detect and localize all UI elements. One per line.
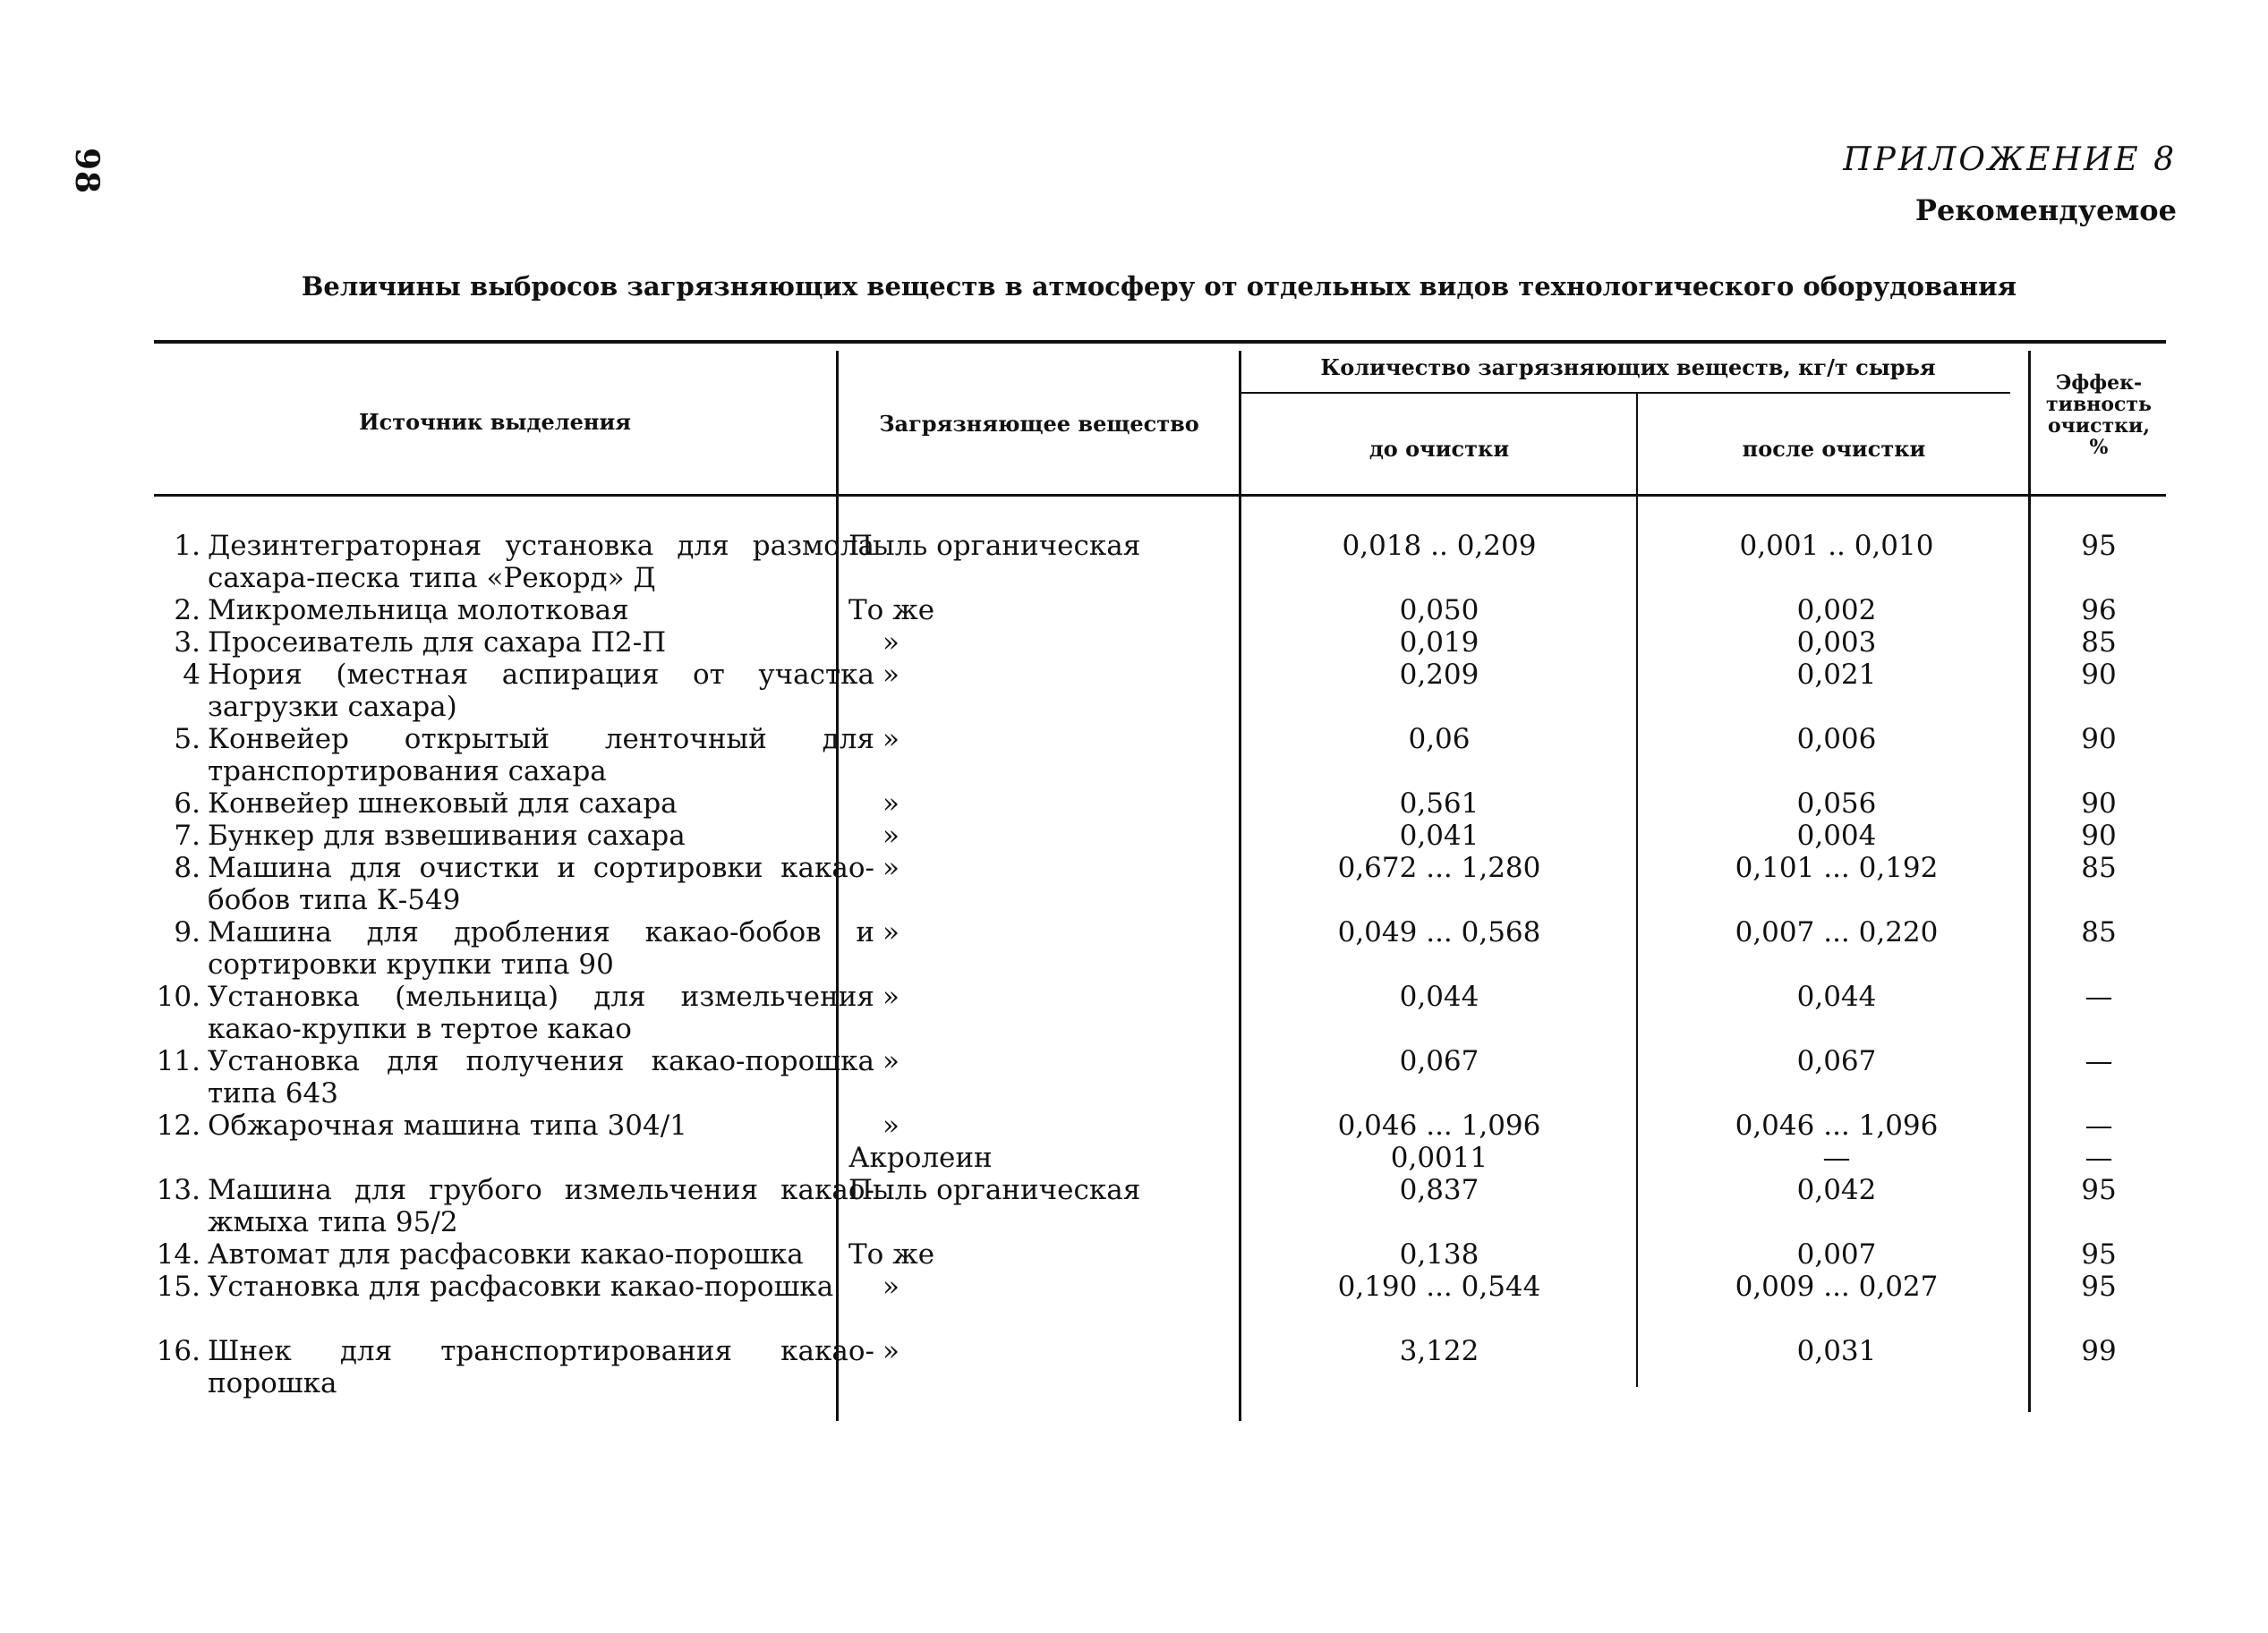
row-after: 0,002 — [1796, 594, 1877, 626]
row-efficiency: 90 — [2081, 723, 2117, 755]
row-after: 0,003 — [1796, 626, 1877, 659]
page-number: 98 — [68, 148, 106, 195]
row-number: 9. — [174, 916, 200, 948]
row-efficiency: 95 — [2081, 1174, 2117, 1206]
row-substance: » — [882, 1110, 900, 1142]
emissions-table — [154, 340, 2166, 1421]
row-before: 0,190 ... 0,544 — [1337, 1271, 1541, 1303]
row-before: 0,041 — [1399, 820, 1479, 852]
row-before: 0,050 — [1399, 594, 1479, 626]
row-before: 0,06 — [1408, 723, 1471, 755]
row-source: Просеиватель для сахара П2-П — [208, 626, 667, 659]
row-after: — — [1822, 1142, 1851, 1174]
row-after: 0,056 — [1796, 787, 1877, 820]
row-number: 5. — [174, 723, 200, 755]
row-substance: » — [882, 852, 900, 884]
row-number: 7. — [174, 820, 200, 852]
row-before: 0,044 — [1399, 981, 1479, 1013]
row-efficiency: 96 — [2081, 594, 2117, 626]
row-substance: » — [882, 787, 900, 820]
row-source: Машина для очистки и сортировки какао-бобов типа К-549 — [208, 852, 874, 916]
row-substance: » — [882, 916, 900, 948]
row-efficiency: 90 — [2081, 787, 2117, 820]
row-after: 0,046 ... 1,096 — [1735, 1110, 1939, 1142]
table-top-rule — [154, 340, 2166, 344]
appendix-label: ПРИЛОЖЕНИЕ 8 — [1843, 141, 2177, 178]
header-substance: Загрязняющее вещество — [879, 411, 1199, 437]
row-number: 15. — [156, 1271, 200, 1303]
row-substance: Акролеин — [848, 1142, 993, 1174]
row-number: 13. — [156, 1174, 200, 1206]
row-before: 0,837 — [1399, 1174, 1479, 1206]
row-efficiency: 85 — [2081, 626, 2117, 659]
row-source: Автомат для расфасовки какао-порошка — [208, 1238, 804, 1271]
row-efficiency: 95 — [2081, 530, 2117, 562]
row-efficiency: 95 — [2081, 1271, 2117, 1303]
row-substance: » — [882, 626, 900, 659]
row-substance: » — [882, 1335, 900, 1367]
row-source: Дезинтеграторная установка для размола сахара-песка типа «Рекорд» Д — [208, 530, 874, 594]
header-source: Источник выделения — [358, 409, 632, 435]
row-number: 4 — [183, 659, 200, 691]
row-source: Машина для грубого измельчения какао-жмыха типа 95/2 — [208, 1174, 874, 1238]
row-number: 14. — [156, 1238, 200, 1271]
row-source: Микромельница молотковая — [208, 594, 629, 626]
row-after: 0,042 — [1796, 1174, 1877, 1206]
row-substance: Пыль органическая — [848, 1174, 1141, 1206]
document-title: Величины выбросов загрязняющих веществ в атмосферу от отдельных видов технологического оборудования — [301, 271, 2017, 302]
row-after: 0,007 ... 0,220 — [1735, 916, 1939, 948]
row-after: 0,044 — [1796, 981, 1877, 1013]
row-after: 0,067 — [1796, 1045, 1877, 1077]
row-after: 0,031 — [1796, 1335, 1877, 1367]
header-after: после очистки — [1742, 436, 1926, 462]
row-number: 10. — [156, 981, 200, 1013]
row-after: 0,001 .. 0,010 — [1739, 530, 1934, 562]
row-source: Машина для дробления какао-бобов и сортировки крупки типа 90 — [208, 916, 874, 981]
row-source: Нория (местная аспирация от участка загрузки сахара) — [208, 659, 874, 723]
row-before: 0,561 — [1399, 787, 1479, 820]
row-after: 0,006 — [1796, 723, 1877, 755]
row-before: 0,209 — [1399, 659, 1479, 691]
row-number: 3. — [174, 626, 200, 659]
row-efficiency: 85 — [2081, 852, 2117, 884]
appendix-status: Рекомендуемое — [1914, 193, 2177, 227]
row-after: 0,007 — [1796, 1238, 1877, 1271]
row-efficiency: 90 — [2081, 820, 2117, 852]
row-number: 11. — [156, 1045, 200, 1077]
row-number: 8. — [174, 852, 200, 884]
row-before: 0,067 — [1399, 1045, 1479, 1077]
row-source: Бункер для взвешивания сахара — [208, 820, 686, 852]
row-source: Конвейер открытый ленточный для транспортирования сахара — [208, 723, 874, 787]
header-before: до очистки — [1368, 436, 1510, 462]
row-before: 0,672 ... 1,280 — [1337, 852, 1541, 884]
row-after: 0,021 — [1796, 659, 1877, 691]
row-efficiency: — — [2085, 1110, 2113, 1142]
row-before: 0,138 — [1399, 1238, 1479, 1271]
row-before: 0,018 .. 0,209 — [1342, 530, 1537, 562]
row-efficiency: 85 — [2081, 916, 2117, 948]
row-after: 0,101 ... 0,192 — [1735, 852, 1939, 884]
row-after: 0,009 ... 0,027 — [1735, 1271, 1939, 1303]
row-source: Установка для расфасовки какао-порошка — [208, 1271, 834, 1303]
header-efficiency: Эффек-тивность очистки, % — [2046, 371, 2152, 459]
row-substance: » — [882, 723, 900, 755]
row-before: 0,019 — [1399, 626, 1479, 659]
header-quantity-group: Количество загрязняющих веществ, кг/т сырья — [1320, 354, 1936, 380]
row-substance: » — [882, 981, 900, 1013]
row-efficiency: — — [2085, 1142, 2113, 1174]
row-number: 2. — [174, 594, 200, 626]
row-source: Шнек для транспортирования какао-порошка — [208, 1335, 874, 1399]
row-efficiency: — — [2085, 981, 2113, 1013]
row-number: 6. — [174, 787, 200, 820]
row-substance: То же — [848, 594, 935, 626]
header-bottom-rule — [154, 494, 2166, 497]
header-group-rule — [1239, 392, 2010, 394]
row-after: 0,004 — [1796, 820, 1877, 852]
col-divider-3 — [1636, 394, 1638, 1387]
row-efficiency: 95 — [2081, 1238, 2117, 1271]
row-number: 12. — [156, 1110, 200, 1142]
row-substance: Пыль органическая — [848, 530, 1141, 562]
col-divider-2 — [1239, 351, 1241, 1421]
row-substance: » — [882, 1045, 900, 1077]
row-number: 16. — [156, 1335, 200, 1367]
row-substance: » — [882, 820, 900, 852]
row-before: 0,046 ... 1,096 — [1337, 1110, 1541, 1142]
row-before: 0,0011 — [1390, 1142, 1488, 1174]
row-before: 0,049 ... 0,568 — [1337, 916, 1541, 948]
row-source: Установка (мельница) для измельчения какао-крупки в тертое какао — [208, 981, 874, 1045]
row-substance: » — [882, 1271, 900, 1303]
row-efficiency: 90 — [2081, 659, 2117, 691]
row-source: Конвейер шнековый для сахара — [208, 787, 678, 820]
row-number: 1. — [174, 530, 200, 562]
row-source: Установка для получения какао-порошка типа 643 — [208, 1045, 874, 1110]
row-substance: » — [882, 659, 900, 691]
row-before: 3,122 — [1399, 1335, 1479, 1367]
row-source: Обжарочная машина типа 304/1 — [208, 1110, 687, 1142]
row-substance: То же — [848, 1238, 935, 1271]
row-efficiency: 99 — [2081, 1335, 2117, 1367]
row-efficiency: — — [2085, 1045, 2113, 1077]
